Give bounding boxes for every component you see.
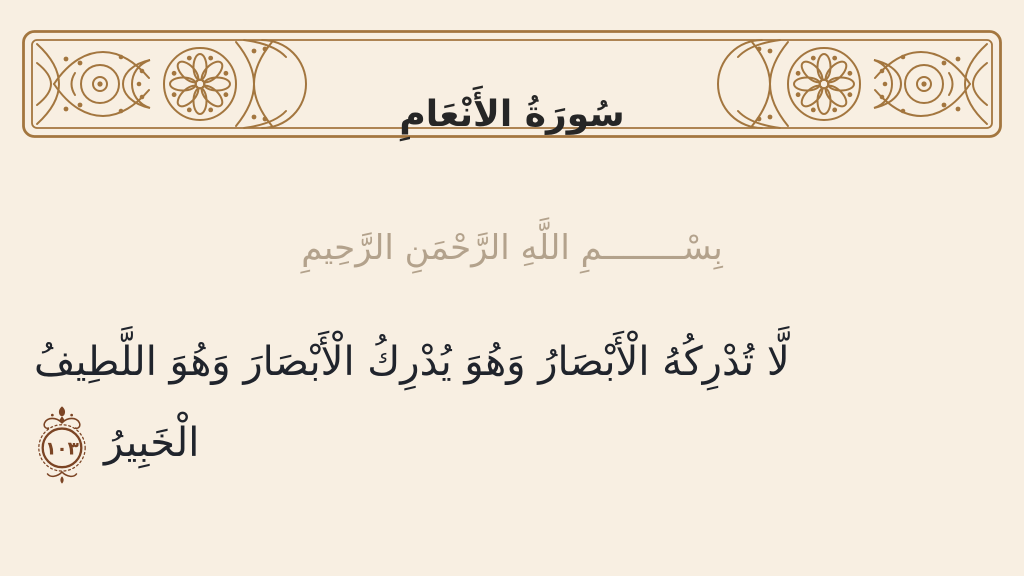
ayah-number-medallion <box>34 404 90 486</box>
surah-title: سُورَةُ الأَنْعَامِ <box>399 93 625 135</box>
header-ornament-right <box>718 40 987 128</box>
header-ornament-left <box>37 40 306 128</box>
ayah-medallion-ornament-icon <box>34 404 90 486</box>
verse-line-1: لَّا تُدْرِكُهُ الْأَبْصَارُ وَهُوَ يُدْرِكُ الْأَبْصَارَ وَهُوَ اللَّطِيفُ <box>34 339 790 385</box>
ayah-number: ١٠٣ <box>45 438 79 460</box>
verse-line-2: الْخَبِيرُ <box>104 420 200 466</box>
bismillah-text: بِسْــــــــمِ اللَّهِ الرَّحْمَنِ الرَّحِيمِ <box>301 228 723 268</box>
verse-line-2-row <box>34 402 199 484</box>
surah-header-frame <box>22 30 1002 138</box>
verse-block <box>34 338 990 484</box>
